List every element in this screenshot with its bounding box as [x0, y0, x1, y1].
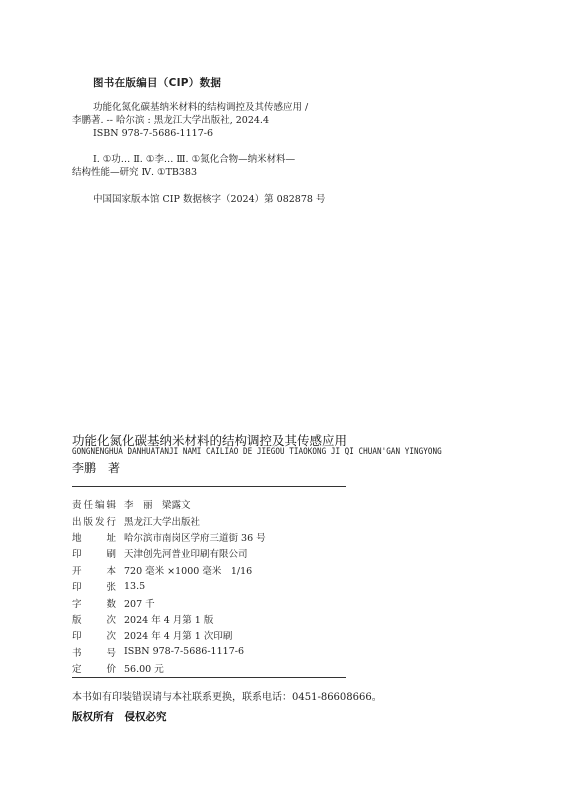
- divider-top: [72, 486, 346, 487]
- detail-label-char: 出: [72, 516, 82, 528]
- detail-label-char: 次: [106, 614, 116, 626]
- detail-label-char: 价: [106, 664, 116, 676]
- detail-value: 黑龙江大学出版社: [124, 516, 201, 528]
- detail-label-char: 编: [94, 500, 105, 512]
- detail-value: ISBN 978-7-5686-1117-6: [124, 646, 244, 658]
- detail-label-char: 任: [83, 500, 93, 512]
- cip-line: ISBN 978-7-5686-1117-6: [93, 128, 213, 139]
- detail-value: 2024 年 4 月第 1 次印刷: [124, 631, 233, 643]
- detail-label: [72, 514, 124, 528]
- detail-label: [72, 612, 124, 626]
- detail-row-format: [72, 562, 266, 578]
- detail-value: 哈尔滨市南岗区学府三道街 36 号: [124, 532, 266, 544]
- detail-label: [72, 645, 124, 659]
- detail-value: 13.5: [124, 580, 146, 592]
- detail-label-char: 责: [72, 500, 82, 512]
- detail-row-printer: [72, 545, 266, 561]
- cip-line: 李鹏著. -- 哈尔滨 : 黑龙江大学出版社, 2024.4: [72, 115, 270, 126]
- detail-label-char: 版: [72, 614, 82, 626]
- detail-label: [72, 661, 124, 675]
- detail-label: [72, 596, 124, 610]
- detail-value: 720 毫米 ×1000 毫米 1/16: [124, 565, 253, 577]
- replacement-notice: 本书如有印装错误请与本社联系更换，联系电话：0451-86608666。: [72, 692, 382, 703]
- detail-value: 207 千: [124, 598, 155, 610]
- detail-label-char: 数: [106, 598, 116, 610]
- detail-value: 2024 年 4 月第 1 版: [124, 614, 214, 626]
- cip-line: 功能化氮化碳基纳米材料的结构调控及其传感应用 /: [93, 102, 309, 113]
- detail-label-char: 开: [72, 565, 82, 577]
- detail-row-address: [72, 529, 266, 545]
- detail-label-char: 版: [83, 516, 93, 528]
- book-title: 功能化氮化碳基纳米材料的结构调控及其传感应用: [72, 433, 348, 448]
- divider-bottom: [72, 677, 346, 678]
- detail-label-char: 刷: [106, 549, 116, 561]
- detail-value: 56.00 元: [124, 664, 164, 676]
- detail-label: [72, 546, 124, 560]
- detail-label-char: 辑: [106, 500, 116, 512]
- cip-number: 中国国家版本馆 CIP 数据核字（2024）第 082878 号: [93, 194, 326, 205]
- detail-label-char: 址: [106, 532, 116, 544]
- detail-value: 天津创先河普业印刷有限公司: [124, 549, 248, 561]
- detail-label: [72, 579, 124, 593]
- detail-label: [72, 530, 124, 544]
- detail-row-isbn: [72, 644, 266, 660]
- cip-catalog-entry: [72, 101, 308, 140]
- detail-label: [72, 497, 124, 511]
- detail-label-char: 书: [72, 647, 82, 659]
- detail-label: [72, 628, 124, 642]
- cip-heading: 图书在版编目（CIP）数据: [93, 77, 222, 89]
- detail-label-char: 次: [106, 631, 116, 643]
- detail-row-edition: [72, 611, 266, 627]
- detail-label-char: 印: [72, 549, 82, 561]
- copyright-notice: 版权所有 侵权必究: [72, 711, 167, 723]
- cip-number-line: [93, 193, 325, 206]
- detail-label-char: 字: [72, 598, 82, 610]
- detail-label-char: 号: [106, 647, 116, 659]
- detail-row-publisher: [72, 512, 266, 528]
- cip-subject-entry: [72, 153, 295, 179]
- cip-subject-line: Ⅰ. ①功… Ⅱ. ①李… Ⅲ. ①氮化合物—纳米材料—: [93, 154, 296, 165]
- detail-label-char: 张: [106, 582, 116, 594]
- publication-details: [72, 496, 266, 676]
- cip-subject-line: 结构性能—研究 Ⅳ. ①TB383: [72, 167, 198, 178]
- detail-label-char: 印: [72, 582, 82, 594]
- book-author: 李鹏 著: [72, 461, 121, 475]
- detail-value: 李 丽 梁露文: [124, 500, 191, 512]
- book-title-pinyin: GONGNENGHUA DANHUATANJI NAMI CAILIAO DE JIEGOU TIAOKONG JI QI CHUAN'GAN YINGYONG: [72, 446, 442, 457]
- detail-label-char: 印: [72, 631, 82, 643]
- detail-label-char: 本: [106, 565, 116, 577]
- detail-label-char: 地: [72, 532, 82, 544]
- detail-row-printing: [72, 627, 266, 643]
- detail-row-editor: [72, 496, 266, 512]
- detail-label-char: 行: [106, 516, 116, 528]
- detail-row-sheets: [72, 578, 266, 594]
- detail-label-char: 发: [94, 516, 105, 528]
- detail-row-price: [72, 660, 266, 676]
- detail-label: [72, 563, 124, 577]
- detail-row-word-count: [72, 594, 266, 610]
- detail-label-char: 定: [72, 664, 82, 676]
